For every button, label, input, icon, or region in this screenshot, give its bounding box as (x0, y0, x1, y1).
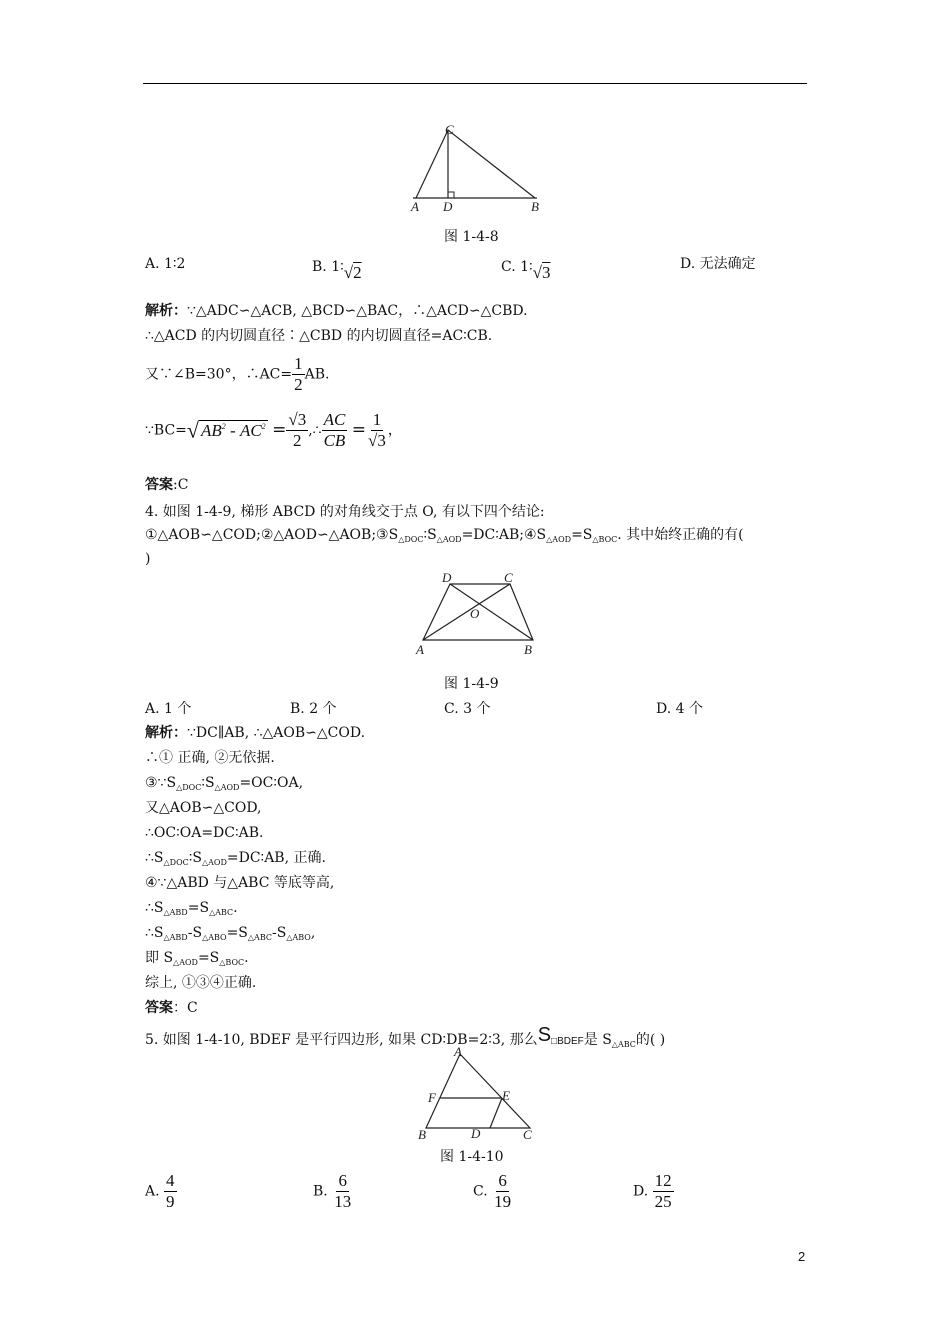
q3-analysis-line1: 解析：∵△ADC∽△ACB, △BCD∽△BAC，∴△ACD∽△CBD. (145, 303, 528, 319)
caption-1-4-10: 图 1-4-10 (440, 1149, 504, 1165)
q5-option-a: A. $\frac{4}{9}$ (145, 1171, 175, 1211)
label-c: C (445, 122, 454, 137)
q4-analysis-line2: ∴① 正确, ②无依据. (145, 750, 275, 766)
q5-option-d: D. $\frac{12}{25}$ (633, 1171, 672, 1211)
label-b: B (524, 642, 532, 657)
q4-stem-line3: ) (145, 551, 151, 567)
q3-answer: 答案:C (145, 477, 189, 493)
label-d: D (471, 1126, 481, 1141)
q3-option-c: C. 1∶√3 (501, 259, 551, 282)
label-a: A (416, 642, 424, 657)
label-d: D (442, 570, 452, 585)
figure-1-4-9 (410, 568, 550, 660)
caption-1-4-8: 图 1-4-8 (444, 229, 499, 245)
header-rule (143, 83, 807, 84)
q3-option-a: A. 1∶2 (145, 256, 186, 272)
q3-analysis-line2: ∴△ACD 的内切圆直径∶△CBD 的内切圆直径=AC∶CB. (145, 328, 493, 344)
q4-analysis-line3: $③\because S_{\triangle DOC}∶S_{\triangle AOD}=OC∶OA$, (145, 775, 304, 792)
q3-analysis-line3: 又∵∠B=30°，∴AC= $\frac{1}{2}$ AB. (145, 354, 330, 394)
label-c: C (523, 1127, 532, 1142)
label-a: A (411, 199, 419, 214)
q4-analysis-line5: ∴OC∶OA=DC∶AB. (145, 825, 264, 841)
page-number: 2 (798, 1249, 806, 1264)
q4-analysis-line6: $\therefore S_{\triangle DOC}∶S_{\triangle AOD}=DC∶AB$, 正确. (145, 850, 326, 867)
q4-analysis-line11: 综上, ①③④正确. (145, 975, 257, 991)
figure-1-4-10 (410, 1042, 545, 1142)
q4-analysis-line10: 即 $S_{\triangle AOD}=S_{\triangle BOC}$. (145, 950, 249, 967)
q4-stem-line1: 4. 如图 1-4-9, 梯形 ABCD 的对角线交于点 O, 有以下四个结论: (145, 504, 545, 520)
q4-answer: 答案：C (145, 1000, 198, 1016)
q5-option-b: B. $\frac{6}{13}$ (313, 1171, 352, 1211)
q4-analysis-line4: 又△AOB∽△COD, (145, 800, 262, 816)
q4-analysis-line7: ④∵△ABD 与△ABC 等底等高, (145, 875, 335, 891)
q4-analysis-line8: $\therefore S_{\triangle ABD}=S_{\triangle ABC}$. (145, 900, 238, 917)
q4-option-c: C. 3 个 (444, 701, 491, 717)
q4-option-b: B. 2 个 (290, 701, 337, 717)
label-f: F (428, 1090, 436, 1105)
label-o: O (470, 606, 480, 621)
caption-1-4-9: 图 1-4-9 (444, 676, 499, 692)
label-d: D (443, 199, 453, 214)
q3-analysis-line4: ∵BC=√ $AB^2 - AC^2$ = $\frac{√3}{2}$ ,∴ $\frac{AC}{CB}$ = $\frac{1}{√3}$ ， (145, 410, 402, 450)
label-b: B (418, 1127, 426, 1142)
q4-option-d: D. 4 个 (656, 701, 703, 717)
label-b: B (531, 199, 539, 214)
label-c: C (504, 570, 513, 585)
q4-option-a: A. 1 个 (145, 701, 192, 717)
q4-stem-line2: $①\triangle AOB∽\triangle COD;②\triangle AOD∽\triangle AOB;③S_{\triangle DOC}∶S_{\triangle AOD}=DC∶AB;④S_{\triangle AOD}=S_{\triangle BOC}$. 其中始终正确的有( (145, 527, 744, 544)
figure-1-4-8 (405, 118, 555, 218)
q3-option-d: D. 无法确定 (680, 256, 756, 272)
label-a: A (454, 1044, 462, 1059)
q5-stem: 5. 如图 1-4-10, BDEF 是平行四边形, 如果 CD∶DB=2∶3, 那么S□BDEF是 $S_{\triangle ABC}$的( ) (145, 1024, 666, 1049)
q4-analysis-line1: 解析：∵DC∥AB, ∴△AOB∽△COD. (145, 725, 366, 741)
label-e: E (502, 1088, 510, 1103)
q4-analysis-line9: $\therefore S_{\triangle ABD}-S_{\triangle ABO}=S_{\triangle ABC}-S_{\triangle ABO}$, (145, 925, 316, 942)
q3-option-b: B. 1∶√2 (312, 259, 362, 282)
q5-option-c: C. $\frac{6}{19}$ (473, 1171, 512, 1211)
